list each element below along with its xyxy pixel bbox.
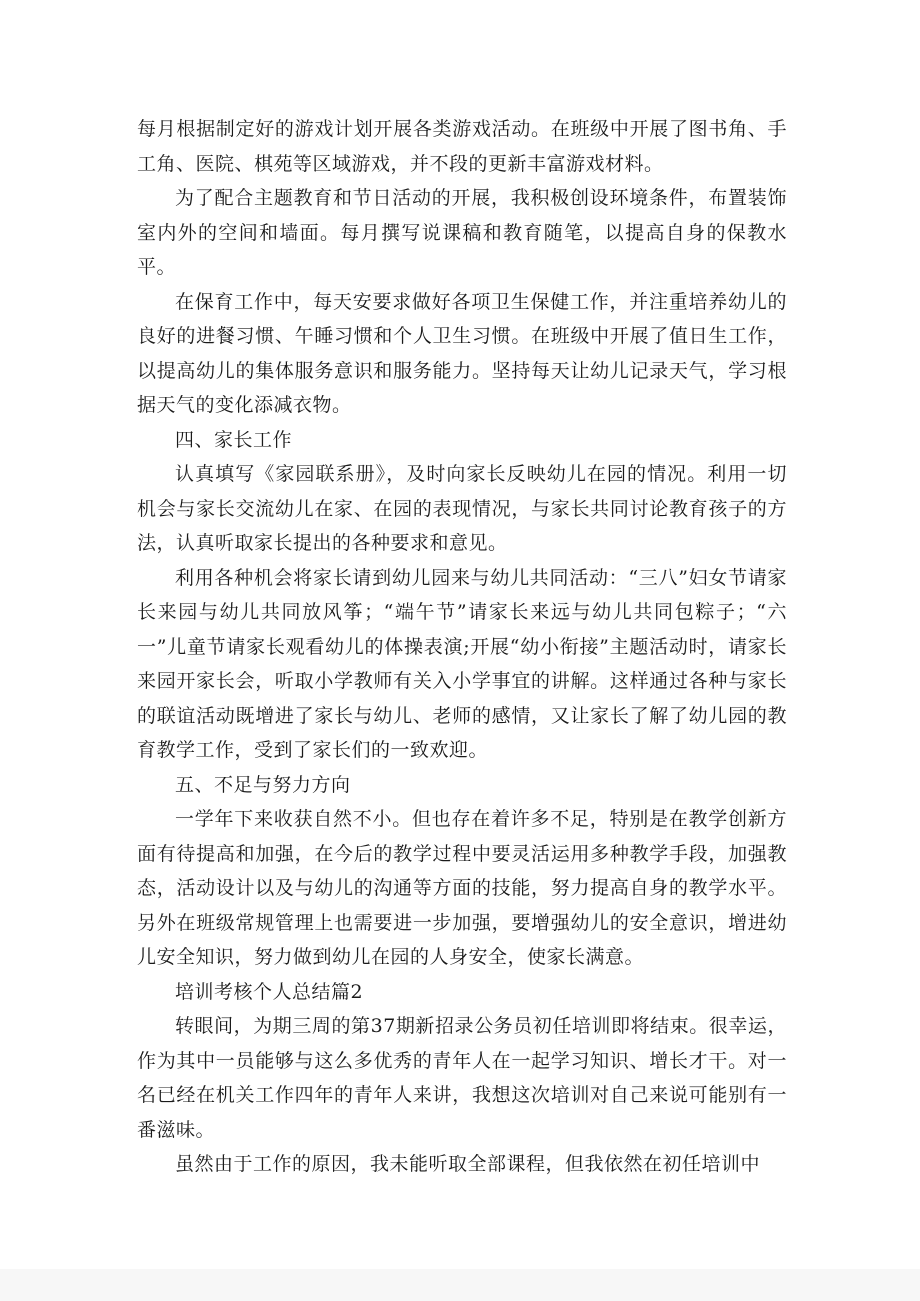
section-heading-parent-work: 四、家长工作 bbox=[175, 428, 293, 451]
page-footer-bar bbox=[0, 1269, 920, 1301]
paragraph-parent-activities: 利用各种机会将家长请到幼儿园来与幼儿共同活动：“三八”妇女节请家长来园与幼儿共同放风筝；“端午节”请家长来远与幼儿共同包粽子；“六一”儿童节请家长观看幼儿的体操表演;开展“幼小衔接”主题活动时，请家长来园开家长会，听取小学教师有关入小学事宜的讲解。这样通过各种与家长的联谊活动既增进了家长与幼儿、老师的感情，又让家长了解了幼儿园的教育教学工作，受到了家长们的一致欢迎。 bbox=[137, 566, 787, 761]
paragraph-care-work: 在保育工作中，每天安要求做好各项卫生保健工作，并注重培养幼儿的良好的进餐习惯、午睡习惯和个人卫生习惯。在班级中开展了值日生工作，以提高幼儿的集体服务意识和服务能力。坚持每天让幼儿记录天气，学习根据天气的变化添减衣物。 bbox=[137, 290, 787, 416]
paragraph-shortcomings: 一学年下来收获自然不小。但也存在着许多不足，特别是在教学创新方面有待提高和加强，在今后的教学过程中要灵活运用多种教学手段，加强教态，活动设计以及与幼儿的沟通等方面的技能，努力提高自身的教学水平。另外在班级常规管理上也需要进一步加强，要增强幼儿的安全意识，增进幼儿安全知识，努力做到幼儿在园的人身安全，使家长满意。 bbox=[137, 808, 787, 968]
section-heading-summary-2: 培训考核个人总结篇2 bbox=[175, 980, 364, 1003]
paragraph-training-intro: 转眼间，为期三周的第37期新招录公务员初任培训即将结束。很幸运，作为其中一员能够与这么多优秀的青年人在一起学习知识、增长才干。对一名已经在机关工作四年的青年人来讲，我想这次培训对自己来说可能别有一番滋味。 bbox=[137, 1015, 787, 1141]
section-heading-shortcomings: 五、不足与努力方向 bbox=[175, 773, 351, 796]
paragraph-game-activities: 每月根据制定好的游戏计划开展各类游戏活动。在班级中开展了图书角、手工角、医院、棋苑等区域游戏，并不段的更新丰富游戏材料。 bbox=[137, 118, 787, 175]
paragraph-contact-book: 认真填写《家园联系册》，及时向家长反映幼儿在园的情况。利用一切机会与家长交流幼儿在家、在园的表现情况，与家长共同讨论教育孩子的方法，认真听取家长提出的各种要求和意见。 bbox=[137, 463, 787, 554]
document-body bbox=[137, 112, 787, 1182]
paragraph-environment: 为了配合主题教育和节日活动的开展，我积极创设环境条件，布置装饰室内外的空间和墙面。每月撰写说课稿和教育随笔，以提高自身的保教水平。 bbox=[137, 187, 787, 278]
paragraph-training-continued: 虽然由于工作的原因，我未能听取全部课程，但我依然在初任培训中 bbox=[175, 1153, 761, 1175]
